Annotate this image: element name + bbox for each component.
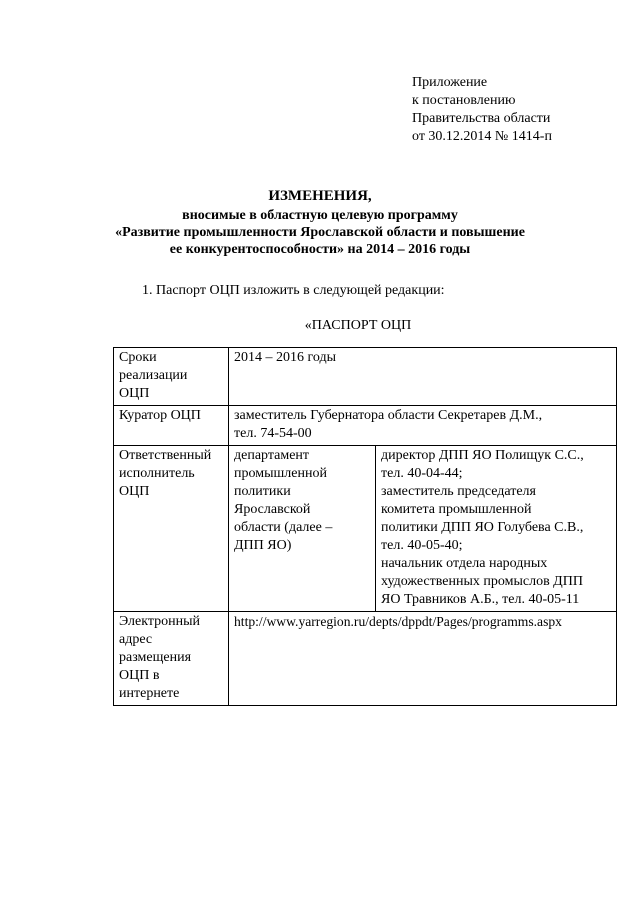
document-title <box>40 188 600 258</box>
table-row-executor <box>114 446 617 612</box>
value-terms: 2014 – 2016 годы <box>229 348 617 406</box>
appendix-line-2: к постановлению <box>412 93 516 108</box>
label-terms: Сроки реализации ОЦП <box>114 348 229 406</box>
value-web-address-link[interactable]: http://www.yarregion.ru/depts/dppdt/Pages/programms.aspx <box>229 612 617 706</box>
paragraph-1: 1. Паспорт ОЦП изложить в следующей редакции: <box>142 283 445 298</box>
table-row-curator <box>114 406 617 446</box>
title-line-1: вносимые в областную целевую программу <box>182 208 458 223</box>
appendix-block <box>412 74 552 146</box>
title-line-2: «Развитие промышленности Ярославской области и повышение <box>115 225 525 240</box>
label-executor: Ответственный исполнитель ОЦП <box>114 446 229 612</box>
label-curator: Куратор ОЦП <box>114 406 229 446</box>
passport-heading: «ПАСПОРТ ОЦП <box>304 318 412 333</box>
table-row-web-address <box>114 612 617 706</box>
appendix-line-4: от 30.12.2014 № 1414-п <box>412 129 552 144</box>
appendix-line-1: Приложение <box>412 75 488 90</box>
title-line-3: ее конкурентоспособности» на 2014 – 2016 годы <box>169 242 471 257</box>
table-row-terms <box>114 348 617 406</box>
title-heading: ИЗМЕНЕНИЯ, <box>268 188 372 204</box>
label-web-address: Электронный адрес размещения ОЦП в интернете <box>114 612 229 706</box>
value-executor-contacts: директор ДПП ЯО Полищук С.С., тел. 40-04-44; заместитель председателя комитета промышленной политики ДПП ЯО Голубева С.В., тел. 40-05-40; начальник отдела народных художественных промыслов ДПП ЯО Травников А.Б., тел. 40-05-11 <box>376 446 617 612</box>
passport-table <box>113 347 617 706</box>
value-curator: заместитель Губернатора области Секретарев Д.М., тел. 74-54-00 <box>229 406 617 446</box>
appendix-line-3: Правительства области <box>412 111 551 126</box>
value-executor-department: департамент промышленной политики Ярославской области (далее – ДПП ЯО) <box>229 446 376 612</box>
